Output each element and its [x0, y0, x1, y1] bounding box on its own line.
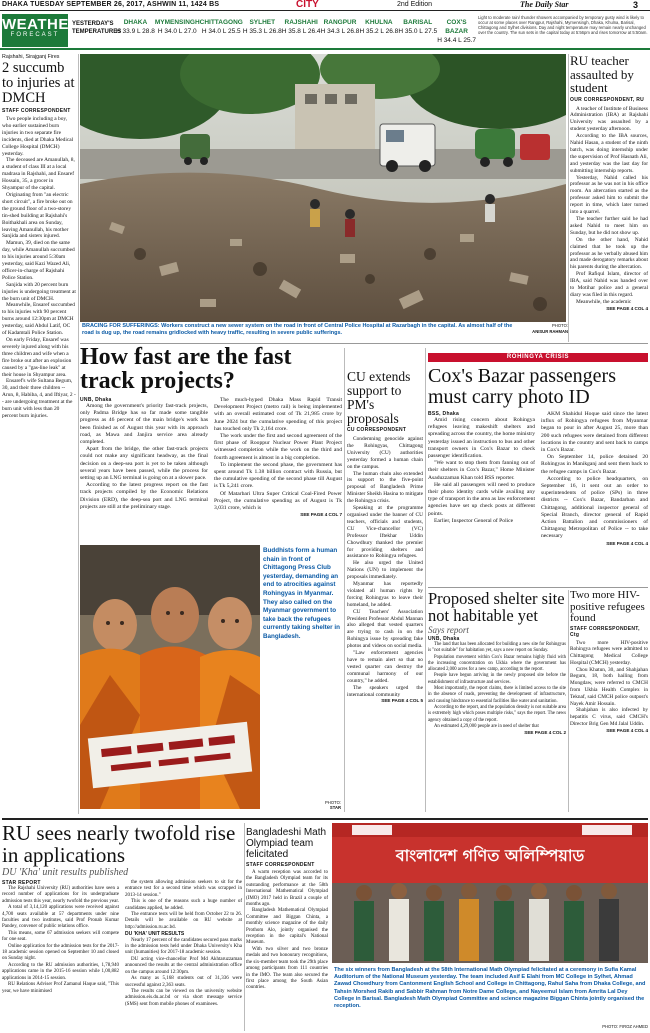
weather-city: RANGPUR H 34.3 L 26.8 — [320, 19, 360, 35]
story-body: A warm reception was accorded to the Bangladesh Olympiad team for its outstanding performance at the 58th International Mathematical Olympiad (IMO) 2017 held in Brazil a couple of months ago. Bangladesh Mathematical Olympiad Committee and Biggan Chinta, a monthly science magazine of the daily Prothom Alo, jointly organised the reception in the capital's National Museum. With two silver and two bronze medals and two honourary recognitions, the six-member team took the 29th place among participants from 111 countries in the IMO. The team also secured the first place among the South Asian countries. — [246, 870, 328, 991]
photo-human-chain-illustration — [80, 545, 260, 809]
column-divider — [568, 590, 569, 812]
story-body-col2: The much-hyped Dhaka Mass Rapid Transit Development Project (metro rail) is being implemented with an overall estimated cost of Tk 21,985 crore by June 2024 but the cumulative spending of this project has touched only Tk 2,164 crore. The work under the first and second agreement of the first phase of Rooppur Nuclear Power Plant Project witnessed completion while the work on the third and fourth agreement is almost in a big completion. To implement the second phase, the government has spent around Tk 1.38 billion contract with Russia, but the cumulative spending of the second phase till August is Tk 5,241 crore. Of Matarbari Ultra Super Critical Coal-Fired Power Project, the cumulative spending as of August is Tk 3,031 crore, which is — [214, 397, 342, 512]
see-page-link[interactable]: SEE PAGE 4 COL 7 — [300, 512, 342, 518]
photo-olympiad-team-illustration — [332, 823, 648, 963]
column-divider — [568, 54, 569, 342]
column-divider — [425, 348, 426, 812]
story-headline: Cox's Bazar passengers must carry photo ID — [428, 365, 616, 408]
section-rule — [428, 587, 648, 588]
weather-forecast-note: Light to moderate rain/ thunder showers accompanied by temporary gusty wind is likely to occur at some places over Rangpur, Rajshahi, Mymensingh, Dhaka, Khulna, Barisal, Chittagong and Sylhet divisions. Day and night temperature may remain nearly unchanged over the country. The sun sets in the capital today at 5:56pm and rises tomorrow at 5:50am. — [478, 15, 648, 36]
weather-strip — [0, 12, 650, 50]
photo-credit: PHOTO: FIROZ AHMED — [602, 1024, 648, 1029]
edition-label: 2nd Edition — [397, 1, 433, 8]
story-byline: STAR REPORT — [2, 880, 41, 886]
story-byline: STAFF CORRESPONDENT, Ctg — [570, 625, 640, 638]
story-headline: RU sees nearly twofold rise in applications — [2, 821, 236, 867]
photo-human-chain — [80, 545, 260, 809]
weather-city: COX'S BAZAR H 34.4 L 25.7 — [437, 19, 476, 44]
story-coxs-bazar-id — [428, 366, 648, 546]
story-headline: CU extends support to PM's proposals — [347, 369, 411, 426]
weather-city: BARISAL H 35.0 L 27.5 — [398, 19, 438, 35]
weather-subtitle: FORECAST — [10, 32, 60, 38]
story-body-col1: Amid rising concern about Rohingya refugees leaving makeshift shelters and spreading across the country, the home ministry yesterday issued an instruction to bus and other transport owners in Cox's Bazar to check passenger identification. "We want to stop them from fanning out of their shelters in Cox's Bazar," Home Minister Asaduzzaman Khan told BSS reporter. He said all passengers will need to produce their photo identity cards while availing any type of transport in the area as law enforcement agencies have set up check posts at different points. Earlier, Inspector General of Police — [428, 417, 535, 524]
story-headline: Two more HIV-positive refugees found — [570, 589, 645, 624]
story-headline: 2 succumb to injuries at DMCH — [2, 60, 75, 106]
story-headline: Proposed shelter site not habitable yet — [428, 589, 565, 625]
see-page-link[interactable]: SEE PAGE 4 COL 4 — [606, 727, 648, 733]
photo-credit: PHOTO: STAR — [325, 800, 341, 810]
story-kicker: Rajshahi, Sirajganj Fires — [2, 54, 60, 60]
see-page-link[interactable]: SEE PAGE 4 COL 4 — [606, 305, 648, 311]
banner-text: বাংলাদেশ গণিত অলিম্পিয়াড — [395, 846, 585, 865]
column-divider — [244, 823, 245, 1031]
story-byline: STAFF CORRESPONDENT — [2, 108, 71, 114]
story-hiv-refugees — [570, 590, 648, 733]
section-name: CITY — [296, 0, 319, 10]
story-byline: BSS, Dhaka — [428, 411, 460, 417]
story-headline: Bangladeshi Math Olympiad team felicitated — [246, 827, 327, 860]
story-body-col2: the system allowing admission seekers to sit for the entrance test for a second time which was scrapped in 2013-14 session." This is one of the reasons such a huge number of candidates applied, he added. The entrance tests will be held from October 22 to 26. Details will be available on RU website at http://admission.ru.ac.bd. DU 'KHA' UNIT RESULTS Nearly 17 percent of the candidates secured pass marks in the admission tests held under Dhaka University's Kha unit (humanities) for 2017-18 academic session. DU acting vice-chancellor Prof Md Akhtaruzzaman announced the results at the central administration office on the campus around 12:30pm. As many as 5,168 students out of 31,336 were successful against 2,363 seats. The results can be viewed on the university website admission.eis.du.ac.bd or via short message service (SMS) sent from mobile phones of examinees. — [125, 880, 242, 1007]
paper-logo: The Daily Star — [520, 0, 569, 9]
story-cu-support — [347, 370, 423, 703]
story-shelter-site — [428, 590, 566, 735]
section-band-rohingya-crisis: ROHINGYA CRISIS — [428, 353, 648, 362]
story-body-col1: Among the government's priority fast-track projects, only Padma Bridge has so far made some tangible progress as 46 percent of the main bridge's work has been finished as of August this year with its approach road, as Mawa and Janjira service area already completed. Apart from the bridge, the other fast-track projects could not make any significant headway, as the final decision on a deep-sea port is yet to be taken although several years have been passed, while the process for setting up an LNG terminal is going on at a slower pace. According to the latest progress report on the fast track projects compiled by the Economic Relations Division (ERD), the deep-sea port and LNG terminal projects are still at the preliminary stage. — [80, 403, 208, 510]
weather-cities — [116, 18, 476, 44]
story-ru-teacher — [570, 54, 648, 311]
see-page-link[interactable]: SEE PAGE 4 COL 4 — [606, 540, 648, 546]
story-headline: How fast are the fast track projects? — [80, 344, 292, 394]
weather-city: SYLHET H 35.3 L 26.8 — [242, 19, 282, 35]
weather-city: MYMENSINGH H 34.0 L 27.0 — [154, 19, 200, 35]
story-byline: CU CORRESPONDENT — [347, 427, 407, 433]
photo-caption: BRACING FOR SUFFERINGS: Workers construct a new sewer system on the road in front of Central Police Hospital at Razarbagh in the capital. As almost half of the road is dug up, the road remains gridlocked with heavy traffic, resulting in severe public sufferings. — [82, 323, 513, 337]
story-math-olympiad — [246, 827, 328, 992]
photo-olympiad-team — [332, 823, 648, 963]
story-byline: UNB, Dhaka — [80, 397, 112, 403]
dateline: DHAKA TUESDAY SEPTEMBER 26, 2017, ASHWIN 11, 1424 BS — [2, 1, 220, 8]
story-body: Condemning genocide against the Rohingyas, Chittagong University (CU) authorities yesterday formed a human chain on the campus. The human chain also extended its support to the five-point proposal of Bangladesh Prime Minister Sheikh Hasina to mitigate the Rohingya crisis. Speaking at the programme organised under the banner of CU teachers, officials and students, CU Vice-chancellor (VC) Professor Iftekhar Uddin Chowdhury thanked the premier for providing shelters and assistance to Rohingya refugees. He also urged the United Nations (UN) to implement the proposals immediately. Myanmar has reportedly violated all human rights by forcing Rohingyas to leave their homeland, he added. CU Teachers' Association President Professor Abdul Mannan also alleged that vested quarters are trying to cash in on the Rohingya issue by spreading fake photos and videos on social media. "Law enforcement agencies have to remain alert so that no vested quarter can destroy the communal harmony of our country," he added. The speakers urged the international community — [347, 436, 423, 698]
story-body: Two more HIV-positive Rohingya refugees were admitted to Chittagong Medical College Hospital (CMCH) yesterday. Chou Khatun, 30, and Shahjahan Begum, 18, both hailing from Mongdaw, were referred to CMCH from Ukhia Health Complex in Teknaf, said CMCH police outpost's Nayek Amir Hossain. Shahjahan is also infected by hepatitis C virus, said CMCH's Director Brig Gen Md Jalal Uddin. — [570, 639, 648, 728]
story-body-col2: AKM Shahidul Hoque said since the latest influx of Rohingya refugees from Myanmar began to pour in after August 25, more than 200 such refugees were detained from different locations in the country and sent back to camps in Cox's Bazar. On September 14, police detained 20 Rohingyas in Manikganj and sent them back to the refugee camps in Cox's Bazar. According to police headquarters, on September 16, it sent out an order to superintendents of police (SPs) in three districts -- Cox's Bazar, Bandarban and Chittagong, additional inspector general of Special Branch, director general of Rapid Action Battalion and commissioners of Chittagong Metropolitan of Police -- to take necessary — [541, 411, 648, 540]
story-byline: UNB, Dhaka — [428, 636, 460, 642]
story-headline: RU teacher assaulted by student — [570, 53, 634, 95]
photo-credit: PHOTO: ANISUR RAHMAN — [532, 323, 568, 334]
story-body-col1: The Rajshahi University (RU) authorities have seen a record number of applications for its undergraduate admission tests this year, nearly twofold the previous year. A total of 3,14,120 applications were received against 4,700 seats available at 57 departments under nine faculties and two institutes, said Prof Pronab Kumar Pandey, convener of public relations office. This means, some 67 admission seekers will compete for one seat. Online application for the admission tests for the 2017-18 academic session opened on September 10 and closed on Sunday night. According to the RU admission authorities, 1,78,940 applications came in the 2015-16 session while 1,00,882 applications in 2014-15 session. RU Relations Adviser Prof Zamanul Haque said, "This year, we have minimised — [2, 886, 119, 994]
story-byline: STAFF CORRESPONDENT — [246, 862, 315, 868]
photo-road-construction — [80, 54, 566, 322]
story-ru-applications — [2, 823, 242, 1008]
story-byline: OUR CORRESPONDENT, RU — [570, 96, 645, 103]
weather-label: YESTERDAY'S TEMPERATURES — [72, 21, 122, 35]
weather-city: CHITTAGONG H 34.0 L 25.5 — [199, 19, 243, 35]
weather-city: KHULNA H 35.2 L 26.8 — [359, 19, 399, 35]
see-page-link[interactable]: SEE PAGE 4 COL 2 — [524, 730, 566, 736]
photo-caption: Buddhists form a human chain in front of Chittagong Press Club yesterday, demanding an end to atrocities against Rohingyas in Myanmar. They also called on the Myanmar government to take back the refugees currently taking shelter in Bangladesh. — [263, 547, 340, 640]
story-body: Two people including a boy, who earlier sustained burn injuries in two separate fire incidents, died at Dhaka Medical College Hospital (DMCH) yesterday. The deceased are Amanullah, 8, a student of class III at a local madrasa in Rajshahi, and Ensaref Hossain, 35, a grocer in Shyampur of the capital. Originating from "an electric short circuit", a fire broke out on the ground floor of a two-storey tin-shed building at Rajshahi's Boithakhali area on Sunday, leaving Amanullah, his mother Sanjida and sisters injured. Mamun, 39, died on the same day, while Amanullah succumbed to his injuries around 5:30am yesterday, said Kazi Wazed Ali, officer-in-charge of Rajshahi Police Station. Sanjida with 20 percent burn injuries is undergoing treatment at the burn unit of DMCH. Meanwhile, Ensaref succumbed to his injuries with 90 percent burns around 12:30pm at DMCH yesterday, said Abdul Latif, OC of Kadamtali Police Station. On early Friday, Ensaref was severely injured along with his three children and wife when a fire broke out after an explosion caused by a "gas-line leak" at their house in Shyampur area. Ensaref's wife Sultana Begum, 30, and their three children -- Arun, 8, Habiba, 4, and Iftiyar, 2 -- are undergoing treatment at the burn unit with less than 20 percent burn injuries. — [2, 116, 76, 419]
weather-city: RAJSHAHI H 35.8 L 26.4 — [281, 19, 321, 35]
story-fast-track — [80, 345, 342, 517]
weather-title: WEATHER — [2, 16, 81, 33]
story-subhead: DU 'Kha' unit results published — [2, 867, 129, 878]
photo-caption: The six winners from Bangladesh at the 58th International Math Olympiad felicitated at a ceremony in Sufia Kamal Auditorium of the National Museum yesterday. The team included Asif E Elahi from MC College in Sylhet, Ahmad Zawad Chowdhury from Cantonment English School and College in Chittagong, Rahul Saha from Dhaka College, and Tahsin Morshed Rakib and Sabbir Rahman from Notre Dame College, and Nayeemul Islam from Amrita Lal Dey College in Barisal. Bangladesh Math Olympiad Committee and science magazine Biggan Chinta jointly organised the reception. — [334, 967, 646, 1010]
page-number: 3 — [633, 0, 639, 10]
story-body: The land that has been allocated for building a new site for Rohingyas is "not suitable" for habitation yet, says a new report on Sunday. Population movement within Cox's Bazar remains highly fluid with the increasing concentration on Ukhia where the government has allocated 2,000 acres for a new camp, according to the report. People have begun arriving in the newly proposed site before the establishment of infrastructure and services. Most importantly, the report claims, there is limited access to the site in the absence of roads, preventing the development of infrastructure, and causing hindrance to essential facilities like water and sanitation. According to the report, and the population density is not suitable area is extremely high which poses multiple risks," says the report. The news agency obtained a copy of the report. An estimated 4,29,000 people are in need of shelter that — [428, 642, 566, 729]
column-divider — [78, 54, 79, 814]
weather-city: DHAKA H 33.9 L 28.8 — [116, 19, 155, 35]
story-body: A teacher of Institute of Business Administration (IBA) at Rajshahi University was assaulted by a student yesterday afternoon. According to the IBA sources, Nahid Hasan, a student of the ninth batch, was doing internship under the supervision of Prof Hasnath Ali, and yesterday was the last day for submitting internship reports. Yesterday, Nahid called his professor as he was not in his office room. An altercation started as the professor asked him to submit the report in time, which later turned into a quarrel. The teacher further said he had asked Nahid to meet him on Sunday, but he did not show up. On the other hand, Nahid claimed that he took up the professor as he verbally abused him and made derogatory remarks about his parents during the altercation. Prof Rafiqul Islam, director of IBA, said Nahid was handed over to Motihar police and a general diary was filed in this regard. Meanwhile, the academic — [570, 105, 648, 305]
top-bar — [0, 0, 650, 11]
column-divider — [344, 348, 345, 812]
story-burn-deaths — [2, 54, 76, 420]
story-subhead: Says report — [428, 625, 469, 635]
photo-road-construction-illustration — [80, 54, 566, 322]
see-page-link[interactable]: SEE PAGE 4 COL 5 — [381, 698, 423, 704]
story-section-head: DU 'KHA' UNIT RESULTS — [125, 931, 185, 938]
section-rule — [2, 818, 648, 820]
weather-logo — [2, 14, 81, 47]
